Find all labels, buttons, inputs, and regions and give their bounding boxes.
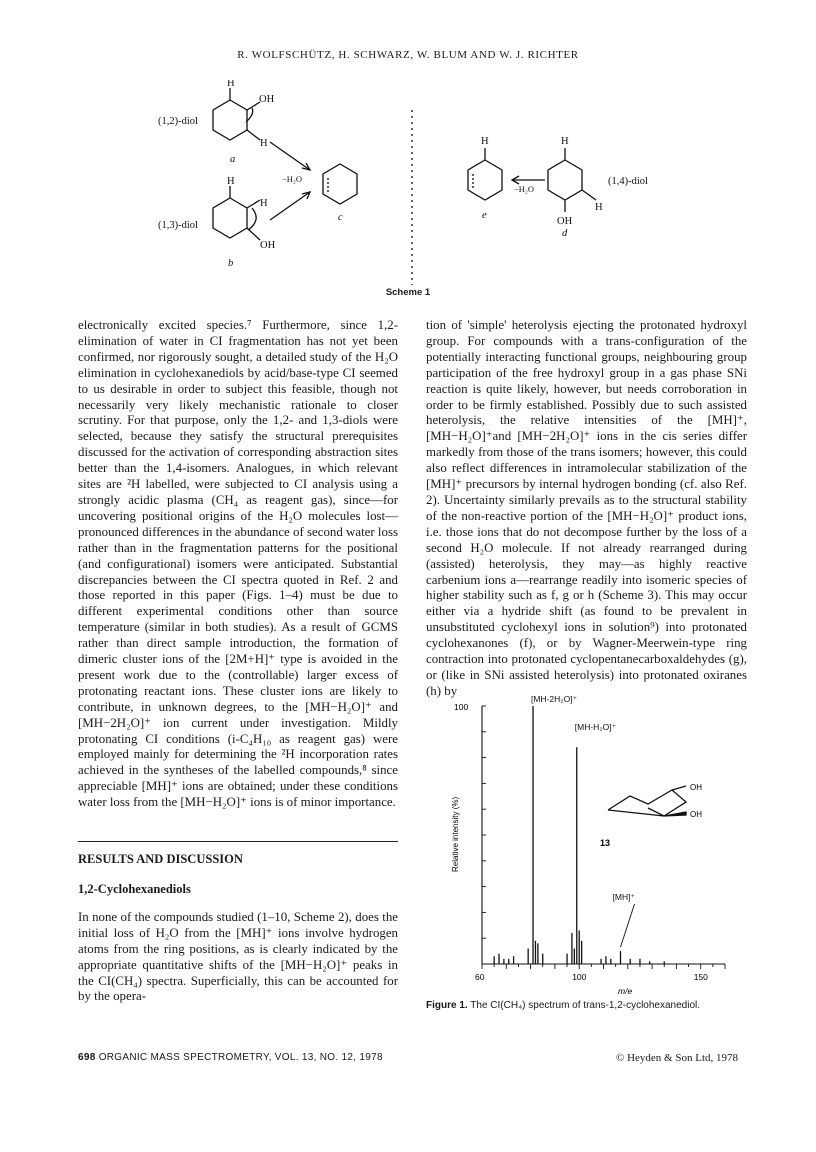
substituent-oh: OH [690, 810, 702, 819]
y-tick-label: 100 [454, 702, 469, 712]
section-title: RESULTS AND DISCUSSION [78, 852, 243, 867]
atom-h: H [260, 198, 268, 209]
atom-h: H [260, 138, 268, 149]
footer-left [78, 1052, 383, 1063]
ring-b [213, 198, 247, 238]
figure-caption [426, 1000, 756, 1011]
atom-h: H [561, 136, 569, 147]
section-divider [78, 841, 398, 898]
label-diol12: (1,2)-diol [158, 116, 198, 127]
label-a: a [230, 154, 236, 165]
figure-caption-text: The CI(CH₄) spectrum of trans-1,2-cyclohexanediol. [470, 1000, 701, 1011]
x-tick-label: 150 [693, 972, 708, 982]
label-b: b [228, 258, 234, 269]
left-column [78, 318, 398, 1005]
label-d: d [562, 228, 568, 239]
atom-h: H [595, 202, 603, 213]
peak-annotation: [MH-H₂O]⁺ [574, 722, 617, 732]
paragraph: tion of 'simple' heterolysis ejecting the protonated hydroxyl group. For compounds with a trans-configuration of the potentially interacting functional groups, neighbouring group participation of the free hydroxyl group in a gas phase SNi reaction is quite likely, however, but needs corroboration in order to be firmly established. Possibly due to such assisted heterolysis, the relative intensities of the [MH]⁺, [MH−H₂O]⁺and [MH−2H₂O]⁺ ions in the cis series differ markedly from those of the trans isomers; however, this could also reflect differences in intramolecular stabilization of the [MH]⁺ precursors by internal hydrogen bonding (cf. also Ref. 2). Uncertainty similarly prevails as to the structural stability of the non-reactive portion of the [MH−H₂O]⁺ product ions, i.e. those ions that do not decompose further by the loss of a second H₂O molecule. If not already rearranged during (assisted) heterolysis, they may—as highly reactive carbenium ions a—rearrange readily into isomeric species of higher stability such as f, g or h (Scheme 3). This may occur either via a hydride shift (as found to be prevalent in unsubstituted cyclohexyl ions in solution⁹) into protonated cyclohexanones (f), or by Wagner-Meerwein-type ring contraction into protonated cyclopentanecarboxaldehydes (g), or (like in SNi assisted heterolysis) into protonated oxiranes (h) by [426, 318, 747, 698]
atom-h: H [227, 80, 235, 89]
atom-oh: OH [259, 94, 275, 105]
label-minus-water: −H₂O [282, 174, 303, 184]
label-e: e [482, 210, 487, 221]
y-axis-label: Relative intensity (%) [451, 796, 460, 872]
scheme-1-diagram [150, 80, 750, 310]
ring-d [548, 160, 582, 200]
journal-name: ORGANIC MASS SPECTROMETRY, VOL. 13, NO. 12, 1978 [98, 1052, 383, 1063]
label-c: c [338, 212, 343, 223]
atom-oh: OH [260, 240, 276, 251]
x-axis-label: m/e [618, 986, 633, 996]
annotation-leader [621, 904, 635, 947]
scheme-caption: Scheme 1 [385, 287, 431, 298]
subsection-title: 1,2-Cyclohexanediols [78, 882, 191, 896]
label-diol14: (1,4)-diol [608, 176, 648, 187]
x-tick-label: 60 [475, 972, 485, 982]
paragraph: In none of the compounds studied (1–10, Scheme 2), does the initial loss of H₂O from the [MH]⁺ ions involve hydrogen atoms from the ring positions, as is clearly indicated by the appropriate quantitative shifts of the [MH−H₂O]⁺ peaks in the CI(CH₄) spectra. Superficially, this can be accounted for by the opera- [78, 909, 398, 1004]
atom-oh: OH [557, 216, 573, 227]
figure-1-spectrum [440, 692, 760, 1002]
right-column [426, 318, 747, 700]
ring-a [213, 100, 247, 140]
label-diol13: (1,3)-diol [158, 220, 198, 231]
substituent-oh: OH [690, 783, 702, 792]
x-tick-label: 100 [572, 972, 587, 982]
compound-13-structure [608, 786, 686, 816]
figure-label: Figure 1. [426, 1000, 468, 1011]
peak-annotation: [MH-2H₂O]⁺ [531, 694, 578, 704]
atom-h: H [227, 176, 235, 187]
label-minus-water: −H₂O [514, 184, 535, 194]
peak-annotation: [MH]⁺ [612, 892, 635, 902]
running-header: R. WOLFSCHÜTZ, H. SCHWARZ, W. BLUM AND W. J. RICHTER [237, 49, 579, 61]
compound-number: 13 [600, 838, 611, 848]
page-number: 698 [78, 1052, 96, 1063]
atom-h: H [481, 136, 489, 147]
paragraph: electronically excited species.⁷ Furthermore, since 1,2-elimination of water in CI fragmentation has not yet been confirmed, nor rigorously sought, a detailed study of the H₂O elimination in cyclohexanediols by acid/base-type CI seemed to us desirable in order to subject this feasible, though not necessarily very likely mechanistic rationale to closer scrutiny. For that purpose, only the 1,2- and 1,3-diols were selected, because they satisfy the structural prerequisites discussed for the activation of corresponding abstraction sites better than the 1,4-isomers. Analogues, in which relevant sites are ²H labelled, were subjected to CI analysis using a strongly acidic plasma (CH₄ as reagent gas), since—for uncovering positional origins of the H₂O molecules lost—pronounced differences in the abundance of second water loss rather than in the fragmentation patterns for the positional (and configurational) isomers were anticipated. Substantial discrepancies between the CI spectra quoted in Ref. 2 and those reported in this paper (Figs. 1–4) must be due to different experimental conditions other than source temperature (similar in both studies). As a result of GCMS rather than direct sample introduction, the formation of dimeric cluster ions of the [2M+H]⁺ type is avoided in the present work due to the (controllable) larger excess of protonating reactant ions. These cluster ions are likely to contribute, in unknown degrees, to the [MH−H₂O]⁺ and [MH−2H₂O]⁺ ion current under investigation. Mildly protonating CI conditions (i-C₄H₁₀ as reagent gas) were employed mainly for determining the ²H incorporation rates achieved in the syntheses of the labelled compounds,⁸ since appreciable [MH]⁺ ions are obtained; under these conditions water loss from the [MH−H₂O]⁺ ions is of minor importance. [78, 318, 398, 810]
copyright: © Heyden & Son Ltd, 1978 [615, 1052, 738, 1064]
